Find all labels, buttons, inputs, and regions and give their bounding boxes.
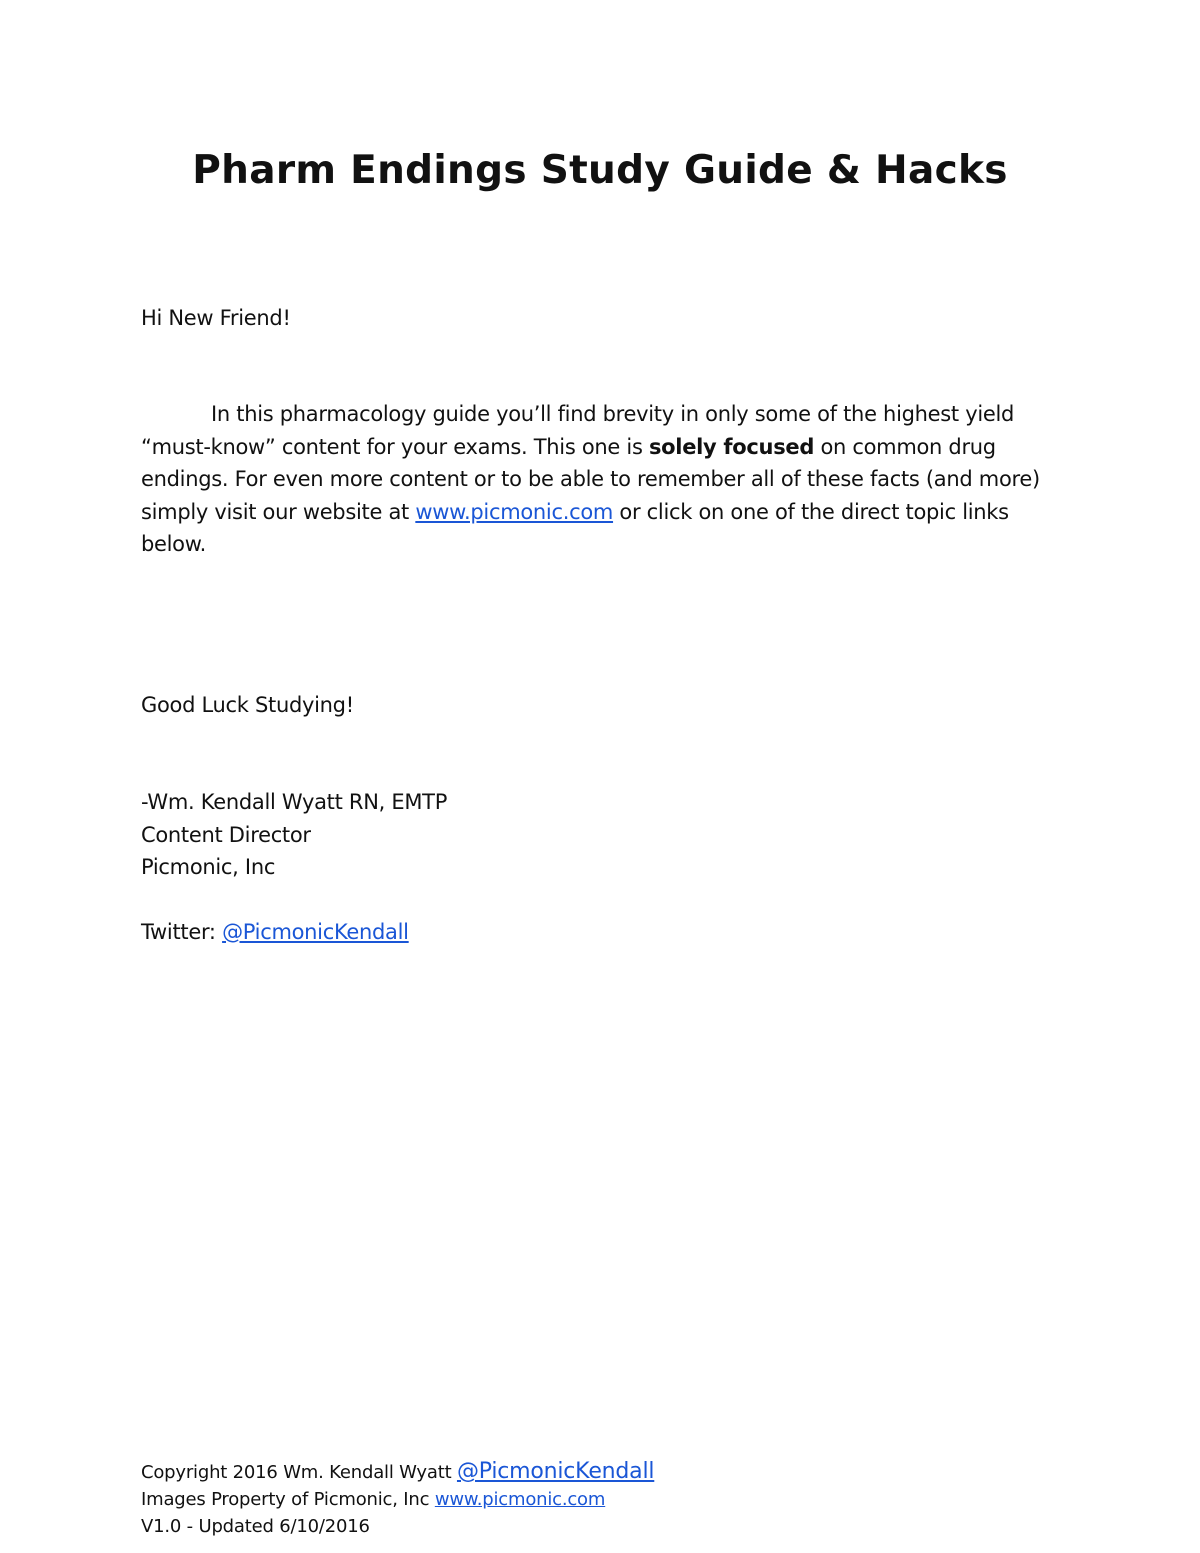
twitter-handle-link[interactable]: @PicmonicKendall <box>222 920 409 944</box>
footer-website-link[interactable]: www.picmonic.com <box>434 1489 606 1510</box>
signature-role: Content Director <box>141 822 311 847</box>
signature-company: Picmonic, Inc <box>141 855 276 879</box>
intro-bold-text: solely focused <box>648 434 815 459</box>
page-title: Pharm Endings Study Guide & Hacks <box>192 148 1008 193</box>
twitter-line <box>141 916 409 949</box>
picmonic-website-link[interactable]: www.picmonic.com <box>415 499 614 524</box>
closing-line: Good Luck Studying! <box>141 693 354 717</box>
twitter-label: Twitter: <box>141 920 223 944</box>
footer-images-credit <box>141 1486 654 1513</box>
intro-text-part3: or click on one of the direct topic links below. <box>141 499 1009 556</box>
footer-images-text: Images Property of Picmonic, Inc <box>141 1489 435 1510</box>
footer <box>141 1458 654 1540</box>
intro-paragraph <box>141 398 1066 561</box>
footer-twitter-link[interactable]: @PicmonicKendall <box>456 1459 655 1484</box>
greeting: Hi New Friend! <box>141 306 291 330</box>
signature-name: -Wm. Kendall Wyatt RN, EMTP <box>141 790 448 814</box>
footer-version: V1.0 - Updated 6/10/2016 <box>141 1516 370 1537</box>
footer-copyright <box>141 1458 654 1486</box>
intro-text-part1: In this pharmacology guide you’ll find brevity in only some of the highest yield “must-know” content for your exams. This one is <box>141 402 1015 459</box>
footer-copyright-text: Copyright 2016 Wm. Kendall Wyatt <box>141 1462 457 1483</box>
signature-block <box>141 786 447 884</box>
intro-text-part2: on common drug endings. For even more content or to be able to remember all of these facts (and more) simply visit our website at <box>141 434 1040 524</box>
